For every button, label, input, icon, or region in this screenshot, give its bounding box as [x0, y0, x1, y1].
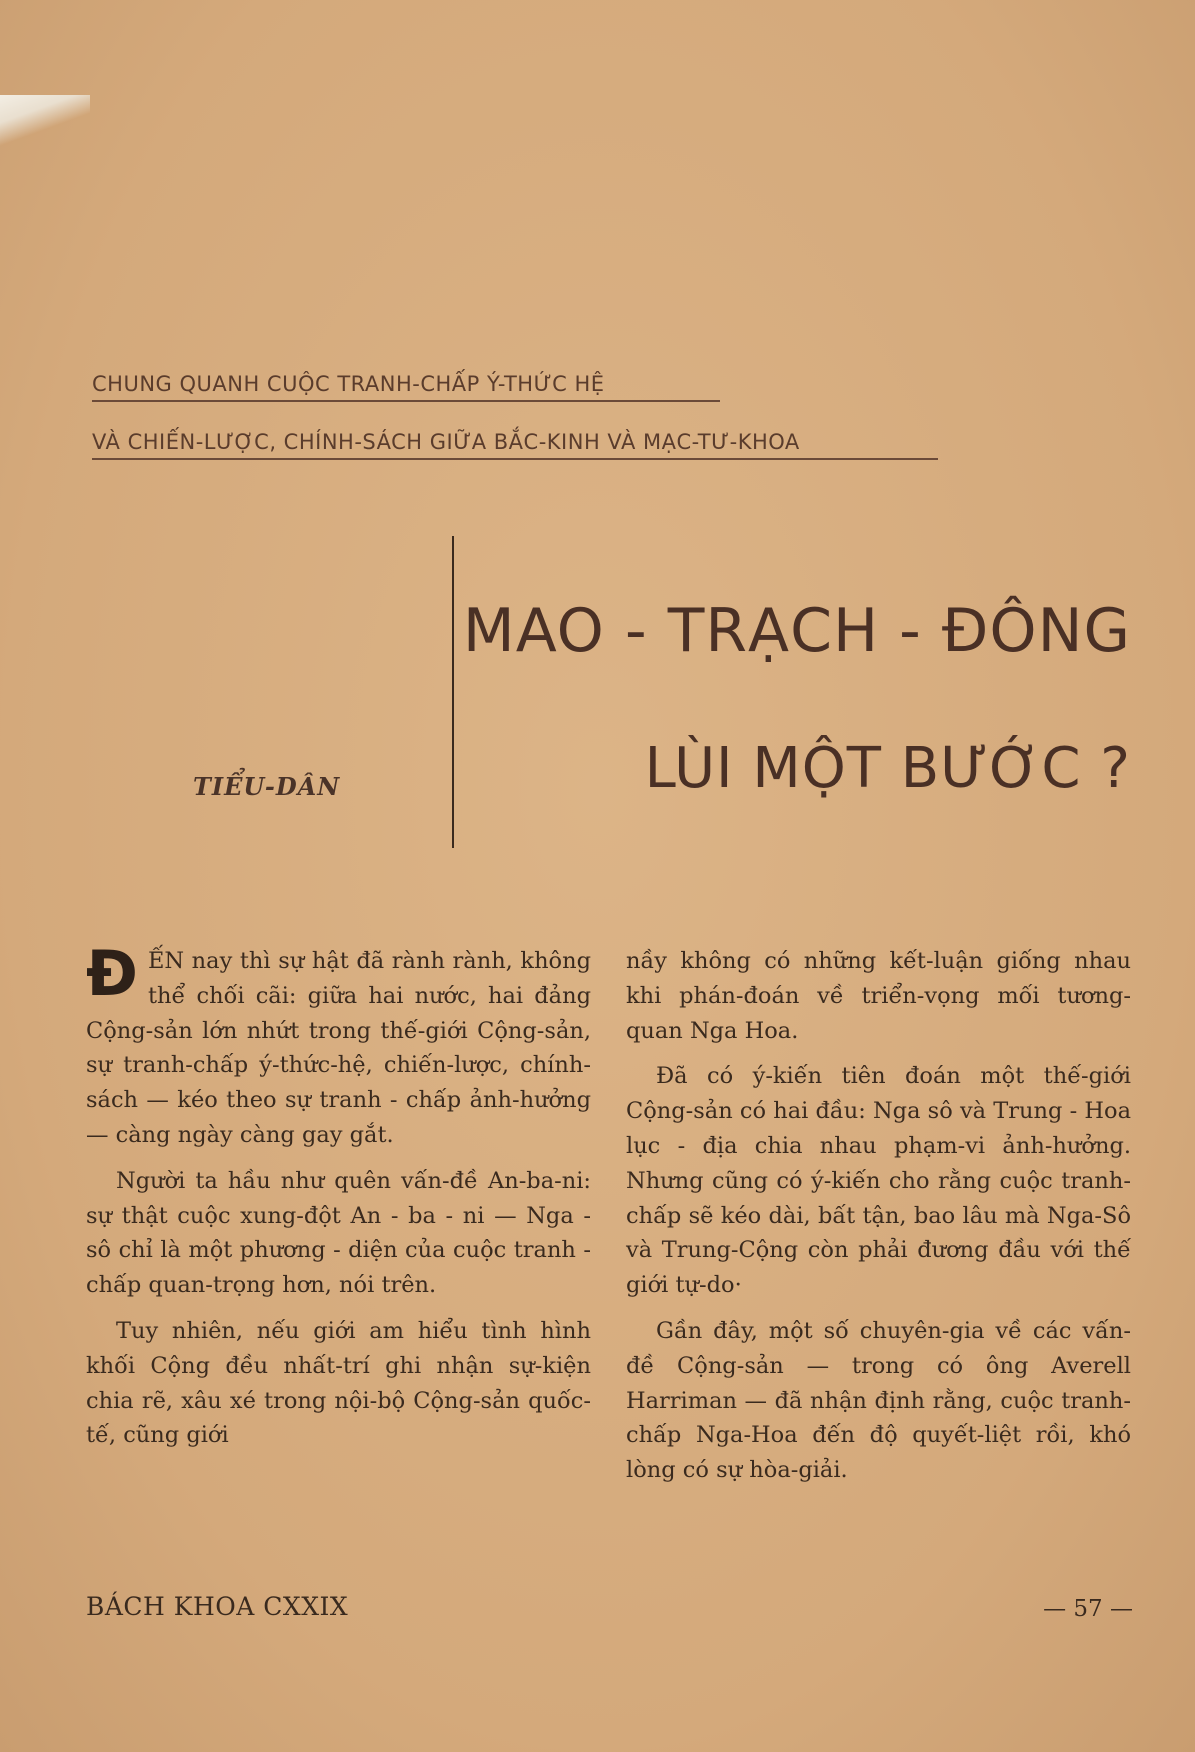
author-name: TIỂU-DÂN [193, 772, 341, 801]
page-number: — 57 — [1043, 1596, 1133, 1622]
kicker-line-1: CHUNG QUANH CUỘC TRANH-CHẤP Ý-THỨC HỆ [92, 372, 720, 402]
paragraph: Tuy nhiên, nếu giới am hiểu tình hình khối Cộng đều nhất-trí ghi nhận sự-kiện chia rẽ, xâu xé trong nội-bộ Cộng-sản quốc-tế, cũng giới [86, 1317, 591, 1449]
paragraph: nầy không có những kết-luận giống nhau khi phán-đoán về triển-vọng mối tương-quan Nga Hoa. [626, 948, 1131, 1044]
publication-name: BÁCH KHOA CXXIX [86, 1592, 349, 1621]
torn-corner [0, 95, 90, 155]
title-divider [452, 536, 454, 848]
paragraph: Đã có ý-kiến tiên đoán một thế-giới Cộng-sản có hai đầu: Nga sô và Trung - Hoa lục - địa chia nhau phạm-vi ảnh-hưởng. Nhưng cũng có ý-kiến cho rằng cuộc tranh-chấp sẽ kéo dài, bất tận, bao lâu mà Nga-Sô và Trung-Cộng còn phải đương đầu với thế giới tự-do· [626, 1063, 1131, 1299]
left-column [86, 937, 591, 1464]
drop-cap: Đ [86, 937, 138, 1010]
right-column [626, 944, 1131, 1499]
headline-line-1: MAO - TRẠCH - ĐÔNG [462, 596, 1131, 666]
headline-line-2: LÙI MỘT BƯỚC ? [644, 736, 1131, 801]
kicker-line-2: VÀ CHIẾN-LƯỢC, CHÍNH-SÁCH GIỮA BẮC-KINH VÀ MẠC-TƯ-KHOA [92, 430, 938, 460]
paragraph: Gần đây, một số chuyên-gia về các vấn-đề Cộng-sản — trong có ông Averell Harriman — đã nhận định rằng, cuộc tranh-chấp Nga-Hoa đến độ quyết-liệt rồi, khó lòng có sự hòa-giải. [626, 1317, 1131, 1484]
paragraph-text: ẾN nay thì sự hật đã rành rành, không thể chối cãi: giữa hai nước, hai đảng Cộng-sản lớn nhứt trong thế-giới Cộng-sản, sự tranh-chấp ý-thức-hệ, chiến-lược, chính-sách — kéo theo sự tranh - chấp ảnh-hưởng — càng ngày càng gay gắt. [86, 948, 591, 1148]
paragraph: Người ta hầu như quên vấn-đề An-ba-ni: sự thật cuộc xung-đột An - ba - ni — Nga - sô chỉ là một phương - diện của cuộc tranh - chấp quan-trọng hơn, nói trên. [86, 1167, 591, 1299]
paragraph [86, 937, 591, 1153]
